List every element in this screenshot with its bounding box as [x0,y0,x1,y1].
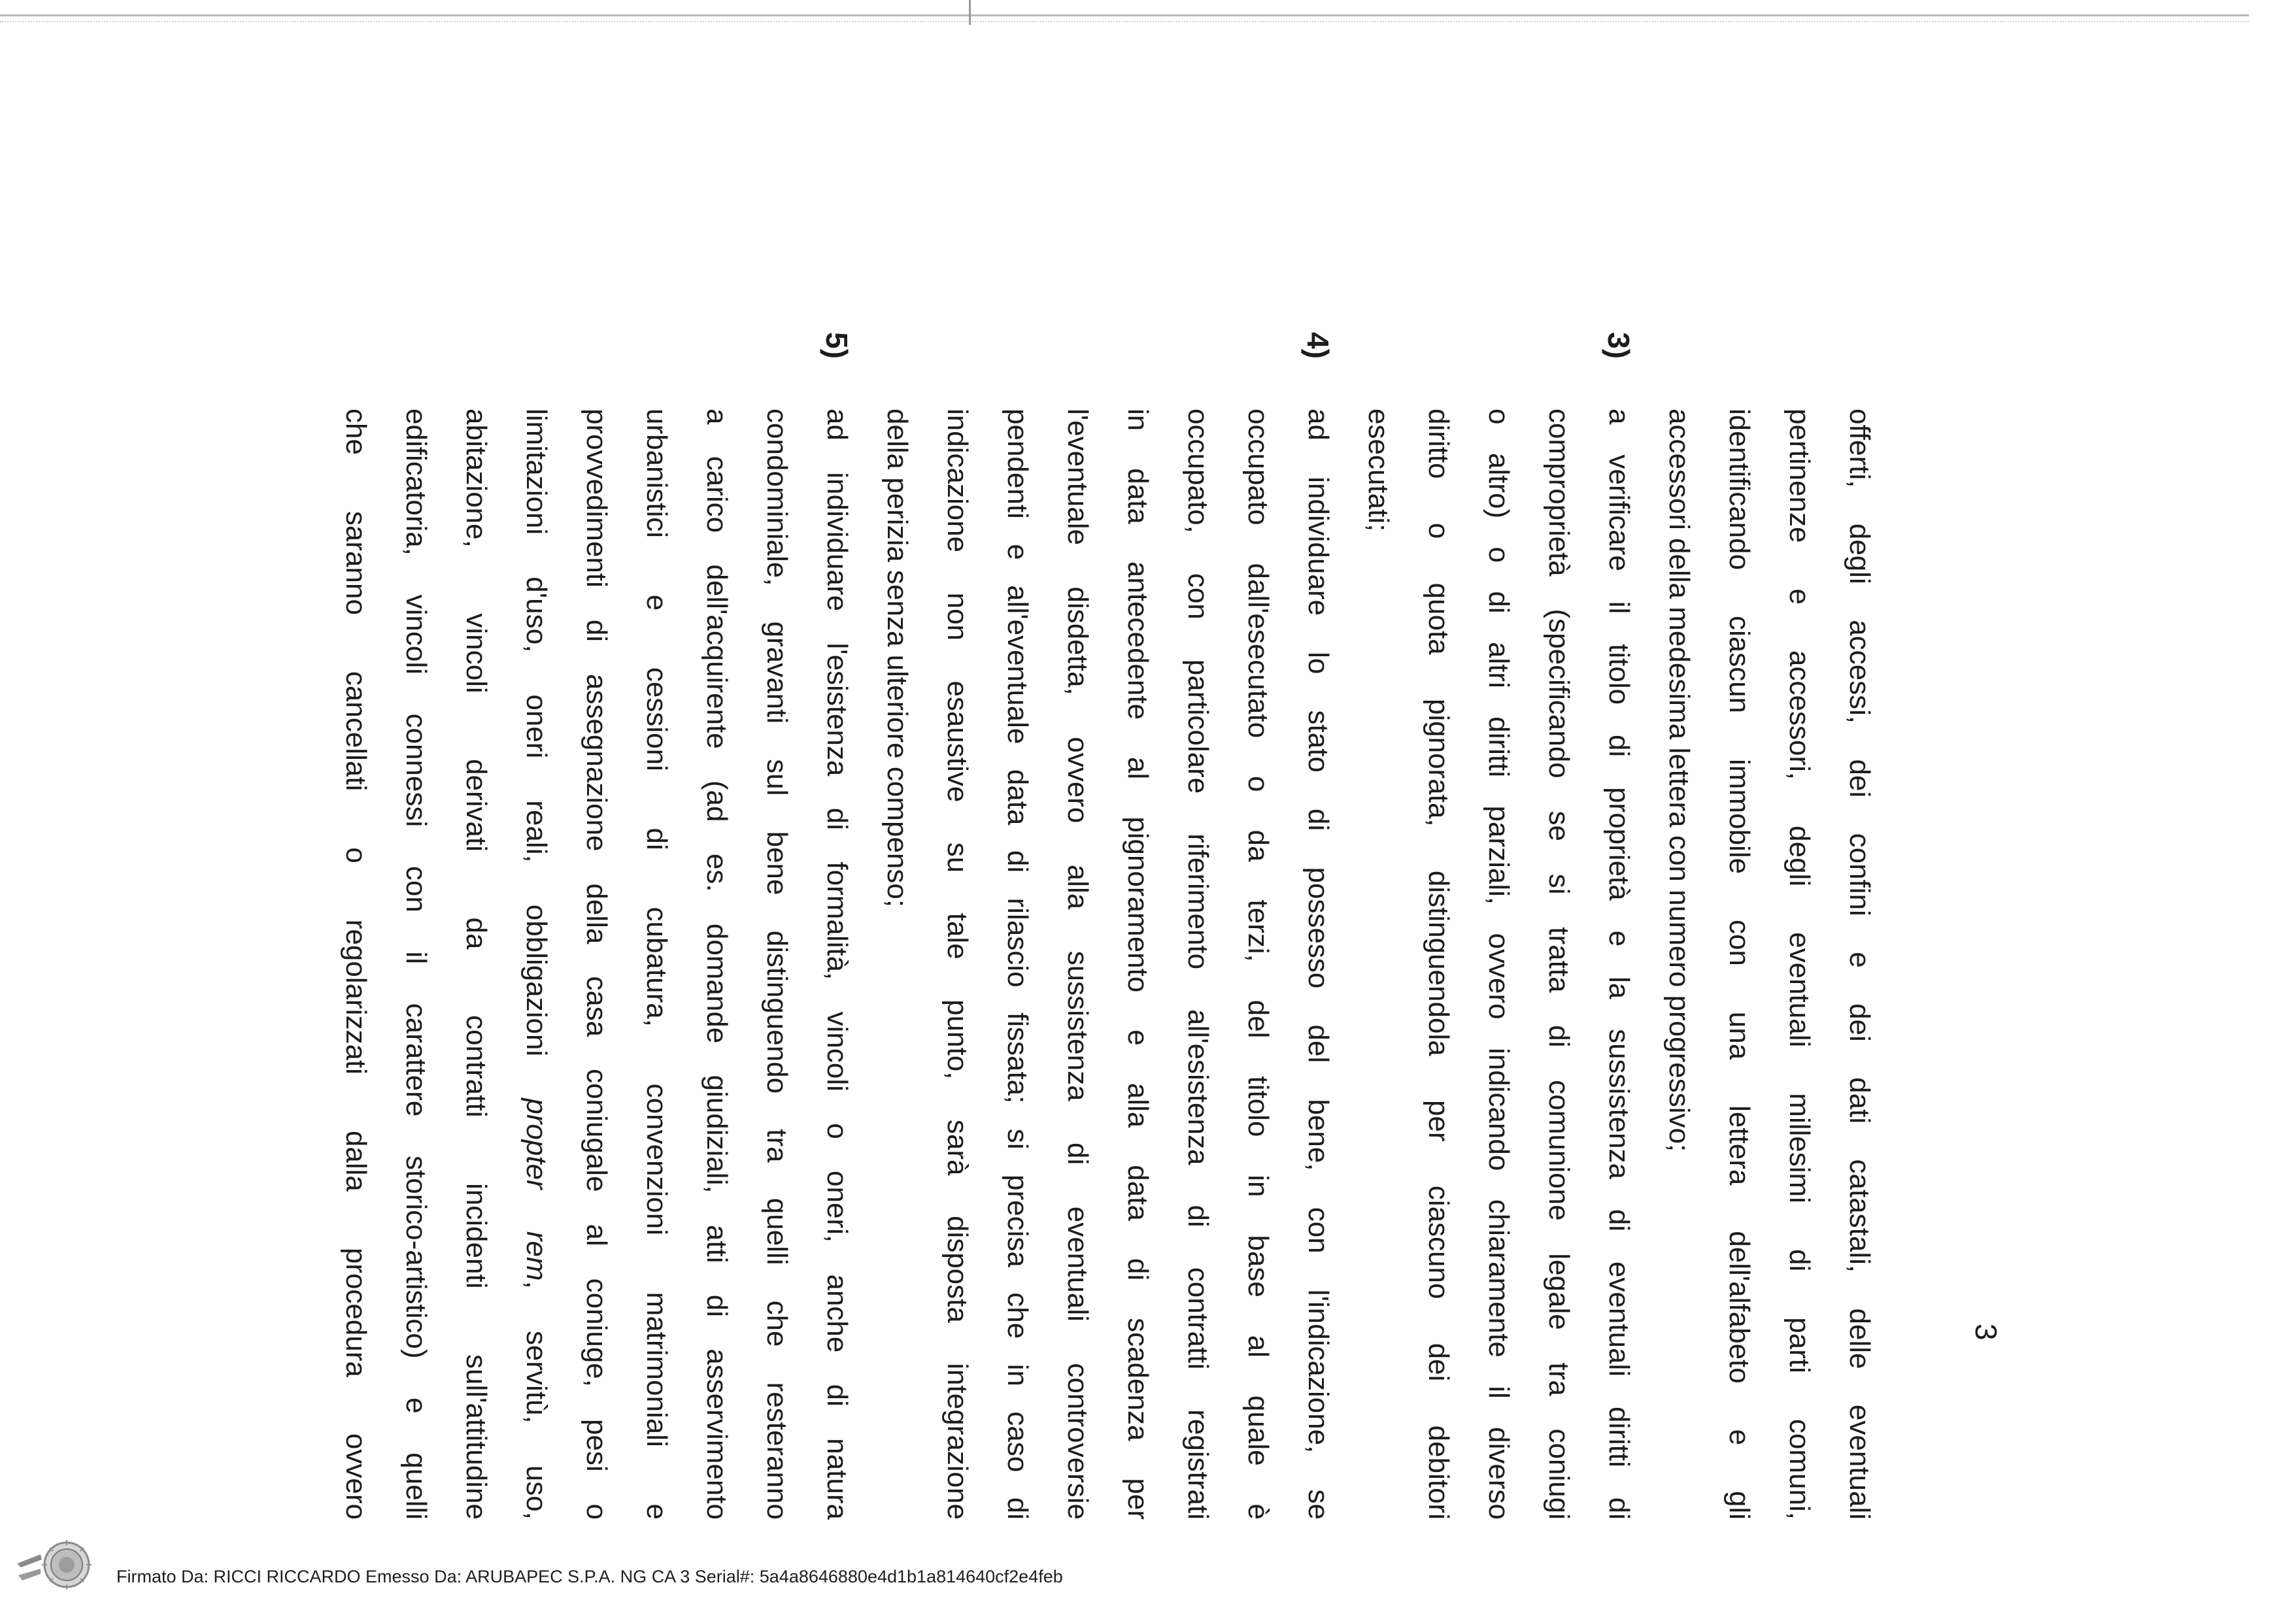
item-number: 3) [1602,332,1636,359]
text-line: ad individuare l'esistenza di formalità, vincoli o oneri, anche di natura [821,409,853,1520]
text-line: a verificare il titolo di proprietà e la sussistenza di eventuali diritti di [1603,409,1635,1520]
text-line: identificando ciascun immobile con una lettera dell'alfabeto e gli [1723,409,1755,1520]
page-number: 3 [1969,1324,2003,1341]
text-line: provvedimenti di assegnazione della casa coniugale al coniuge, pesi o [581,409,613,1520]
text-line: pendenti e all'eventuale data di rilascio fissata; si precisa che in caso di [1002,409,1034,1520]
text-line: esecutati; [1362,409,1394,532]
scan-top-rule [0,14,2249,16]
scan-top-rule-dotted [0,21,2249,22]
text-line: occupato dall'esecutato o da terzi, del titolo in base al quale è [1242,409,1274,1520]
text-line: diritto o quota pignorata, distinguendola per ciascuno dei debitori [1423,409,1455,1520]
text-line: occupato, con particolare riferimento all'esistenza di contratti registrati [1182,409,1214,1520]
signature-footer: Firmato Da: RICCI RICCARDO Emesso Da: ARUBAPEC S.P.A. NG CA 3 Serial#: 5a4a8646880e4d1b1a814640cf2e4feb [116,1567,1063,1586]
text-line: offerti, degli accessi, dei confini e dei dati catastali, delle eventuali [1844,409,1876,1520]
text-line: accessori della medesima lettera con numero progressivo; [1663,409,1695,1152]
scan-notch [969,0,971,25]
text-line: pertinenze e accessori, degli eventuali millesimi di parti comuni, [1783,409,1815,1520]
text-line: indicazione non esaustive su tale punto, sarà disposta integrazione [941,409,973,1520]
digital-signature-seal-icon [14,1537,99,1593]
list-item-3 [1348,332,1649,1520]
text-line: edificatoria, vincoli connessi con il carattere storico-artistico) e quelli [400,409,432,1520]
text-line: della perizia senza ulteriore compenso; [881,409,913,908]
text-line: ad individuare lo stato di possesso del bene, con l'indicazione, se [1302,409,1334,1520]
italic-latin-term: propter rem [520,1098,552,1281]
text-line: o altro) o di altri diritti parziali, ovvero indicando chiaramente il diverso [1483,409,1515,1520]
text-line: urbanistici e cessioni di cubatura, convenzioni matrimoniali e [641,409,673,1520]
text-line: l'eventuale disdetta, ovvero alla sussistenza di eventuali controversie [1062,409,1094,1520]
text-line: che saranno cancellati o regolarizzati dalla procedura ovvero [340,409,372,1520]
rotated-page-content [85,324,2003,1520]
text-line-with-italic: limitazioni d'uso, oneri reali, obbligazioni propter rem, servitù, uso, [520,409,552,1520]
item-number: 5) [820,332,854,359]
document-body [326,332,1889,1520]
text-line: comproprietà (specificando se si tratta di comunione legale tra coniugi [1543,409,1575,1520]
text-line: in data antecedente al pignoramento e alla data di scadenza per [1122,409,1154,1520]
text-line: condominiale, gravanti sul bene distinguendo tra quelli che resteranno [761,409,793,1520]
item-number: 4) [1301,332,1335,359]
text-line: abitazione, vincoli derivati da contratti incidenti sull'attitudine [460,409,492,1520]
text-line: a carico dell'acquirente (ad es. domande giudiziali, atti di asservimento [701,409,733,1520]
list-item-4 [867,332,1348,1520]
list-item-5 [326,332,867,1520]
intro-paragraph [1649,409,1889,1520]
